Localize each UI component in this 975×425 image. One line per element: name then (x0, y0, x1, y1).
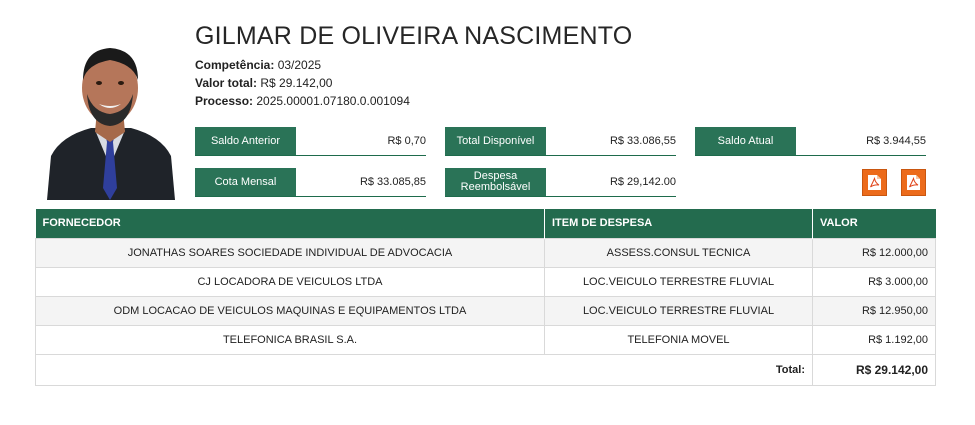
valor-cell: R$ 3.000,00 (813, 267, 936, 296)
total-disponivel-label: Total Disponível (445, 127, 546, 155)
saldo-anterior-value: R$ 0,70 (387, 135, 426, 147)
valor-total-label: Valor total: (195, 76, 258, 90)
deputy-name: GILMAR DE OLIVEIRA NASCIMENTO (195, 22, 633, 50)
total-disponivel-value: R$ 33.086,55 (609, 135, 676, 147)
despesa-reembolsavel-box (445, 168, 676, 197)
table-row (36, 296, 936, 325)
cota-mensal-value: R$ 33.085,85 (359, 176, 426, 188)
valor-cell: R$ 12.950,00 (813, 296, 936, 325)
total-disponivel-box (445, 127, 676, 156)
table-total-row (36, 354, 936, 385)
fornecedor-cell: ODM LOCACAO DE VEICULOS MAQUINAS E EQUIPAMENTOS LTDA (36, 296, 545, 325)
cota-mensal-box (195, 168, 426, 197)
saldo-atual-value: R$ 3.944,55 (866, 135, 926, 147)
header-fornecedor: FORNECEDOR (36, 209, 545, 238)
pdf-download-button-2[interactable] (901, 169, 926, 196)
profile-photo (43, 28, 178, 200)
saldo-atual-label: Saldo Atual (695, 127, 796, 155)
competencia-value: 03/2025 (277, 58, 322, 72)
header-valor: VALOR (813, 209, 936, 238)
despesa-reembolsavel-value: R$ 29,142.00 (609, 176, 676, 188)
valor-total-value: R$ 29.142,00 (260, 76, 333, 90)
saldo-atual-box (695, 127, 926, 156)
despesa-reembolsavel-label (445, 168, 546, 196)
valor-cell: R$ 12.000,00 (813, 238, 936, 267)
competencia-line (195, 58, 321, 72)
table-header-row (36, 209, 936, 238)
item-cell: LOC.VEICULO TERRESTRE FLUVIAL (545, 296, 813, 325)
valor-cell: R$ 1.192,00 (813, 325, 936, 354)
pdf-download-button-1[interactable] (862, 169, 887, 196)
valor-total-line (195, 76, 332, 90)
header-item-despesa: ITEM DE DESPESA (545, 209, 813, 238)
item-cell: TELEFONIA MOVEL (545, 325, 813, 354)
total-value: R$ 29.142,00 (813, 354, 936, 385)
item-cell: LOC.VEICULO TERRESTRE FLUVIAL (545, 267, 813, 296)
total-label: Total: (36, 354, 813, 385)
pdf-icon (906, 174, 921, 191)
expenses-table (35, 209, 936, 386)
table-row (36, 267, 936, 296)
cota-mensal-label: Cota Mensal (195, 168, 296, 196)
fornecedor-cell: TELEFONICA BRASIL S.A. (36, 325, 545, 354)
fornecedor-cell: CJ LOCADORA DE VEICULOS LTDA (36, 267, 545, 296)
processo-line (195, 94, 410, 108)
despesa-label-line-2: Reembolsável (460, 181, 531, 193)
despesa-label-line-1: Despesa (473, 170, 518, 182)
fornecedor-cell: JONATHAS SOARES SOCIEDADE INDIVIDUAL DE ADVOCACIA (36, 238, 545, 267)
pdf-icon (867, 174, 882, 191)
table-row (36, 325, 936, 354)
processo-label: Processo: (195, 94, 254, 108)
saldo-anterior-label: Saldo Anterior (195, 127, 296, 155)
item-cell: ASSESS.CONSUL TECNICA (545, 238, 813, 267)
saldo-anterior-box (195, 127, 426, 156)
table-row (36, 238, 936, 267)
competencia-label: Competência: (195, 58, 275, 72)
processo-value: 2025.00001.07180.0.001094 (256, 94, 410, 108)
